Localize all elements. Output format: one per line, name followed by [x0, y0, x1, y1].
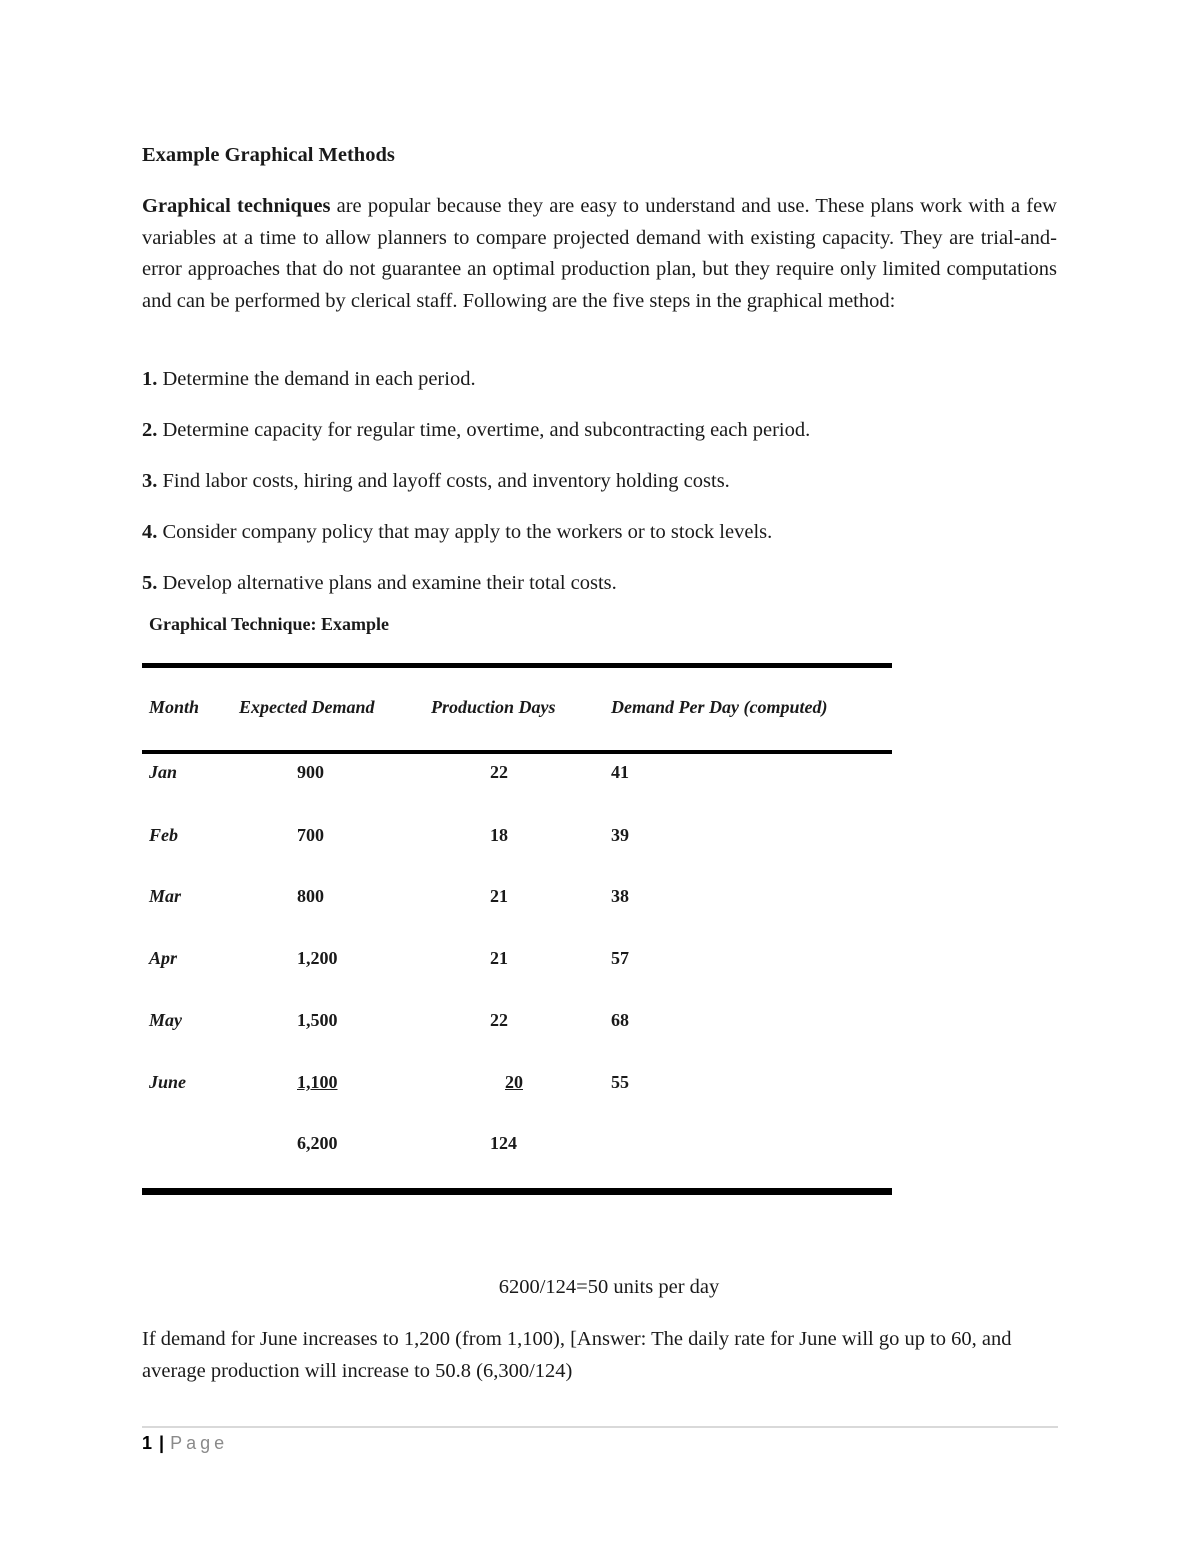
- cell-days: 22: [490, 1010, 508, 1030]
- cell-days: 21: [490, 948, 508, 968]
- step-number: 2.: [142, 419, 158, 441]
- footer-separator: |: [159, 1433, 165, 1453]
- step-item: [142, 419, 810, 442]
- total-days: 124: [490, 1133, 517, 1153]
- intro-bold-term: Graphical techniques: [142, 195, 331, 217]
- cell-rate: 57: [611, 948, 629, 968]
- table-header-rule: [142, 750, 892, 754]
- step-item: [142, 572, 617, 595]
- step-text: Find labor costs, hiring and layoff costs, and inventory holding costs.: [157, 470, 730, 492]
- column-header-demand-per-day: Demand Per Day (computed): [611, 697, 828, 717]
- step-text: Determine capacity for regular time, overtime, and subcontracting each period.: [157, 419, 811, 441]
- step-number: 4.: [142, 521, 158, 543]
- cell-rate: 41: [611, 762, 629, 782]
- cell-month: May: [149, 1010, 182, 1030]
- page-number: 1: [142, 1433, 153, 1453]
- table-title: Graphical Technique: Example: [149, 614, 390, 634]
- cell-month: Apr: [149, 948, 178, 968]
- cell-days: 21: [490, 886, 508, 906]
- cell-month: Jan: [149, 762, 178, 782]
- table-bottom-rule: [142, 1188, 892, 1195]
- step-text: Determine the demand in each period.: [157, 368, 476, 390]
- page-label: Page: [170, 1433, 229, 1453]
- cell-month: Mar: [149, 886, 182, 906]
- table-top-rule: [142, 663, 892, 668]
- cell-demand: 700: [297, 825, 324, 845]
- total-demand: 6,200: [297, 1133, 338, 1153]
- intro-paragraph: [142, 191, 1057, 317]
- page-title: Example Graphical Methods: [142, 144, 395, 166]
- cell-rate: 39: [611, 825, 629, 845]
- page-footer: [142, 1433, 228, 1454]
- cell-demand: 900: [297, 762, 324, 782]
- intro-text: are popular because they are easy to understand and use. These plans work with a few variables at a time to allow planners to compare projected demand with existing capacity. They are trial-and-error approaches that do not guarantee an optimal production plan, but they require only limited computations and can be performed by clerical staff. Following are the five steps in the graphical method:: [142, 195, 1057, 312]
- step-number: 1.: [142, 368, 158, 390]
- column-header-expected-demand: Expected Demand: [239, 697, 375, 717]
- step-item: [142, 368, 476, 391]
- average-formula: 6200/124=50 units per day: [498, 1276, 720, 1298]
- step-number: 5.: [142, 572, 158, 594]
- cell-demand: 1,200: [297, 948, 338, 968]
- column-header-production-days: Production Days: [431, 697, 556, 717]
- cell-rate: 55: [611, 1072, 629, 1092]
- cell-days: 18: [490, 825, 508, 845]
- step-number: 3.: [142, 470, 158, 492]
- cell-rate: 38: [611, 886, 629, 906]
- cell-demand: 1,100: [297, 1072, 338, 1092]
- column-header-month: Month: [149, 697, 200, 717]
- cell-rate: 68: [611, 1010, 629, 1030]
- step-text: Consider company policy that may apply to the workers or to stock levels.: [157, 521, 773, 543]
- cell-demand: 800: [297, 886, 324, 906]
- cell-days: 22: [490, 762, 508, 782]
- step-item: [142, 521, 772, 544]
- cell-days: 20: [505, 1072, 523, 1092]
- step-text: Develop alternative plans and examine their total costs.: [157, 572, 617, 594]
- footer-divider: [142, 1426, 1058, 1428]
- question-paragraph: If demand for June increases to 1,200 (from 1,100), [Answer: The daily rate for June will go up to 60, and average production will increase to 50.8 (6,300/124): [142, 1328, 1012, 1382]
- cell-month: June: [149, 1072, 187, 1092]
- cell-demand: 1,500: [297, 1010, 338, 1030]
- cell-month: Feb: [149, 825, 178, 845]
- step-item: [142, 470, 730, 493]
